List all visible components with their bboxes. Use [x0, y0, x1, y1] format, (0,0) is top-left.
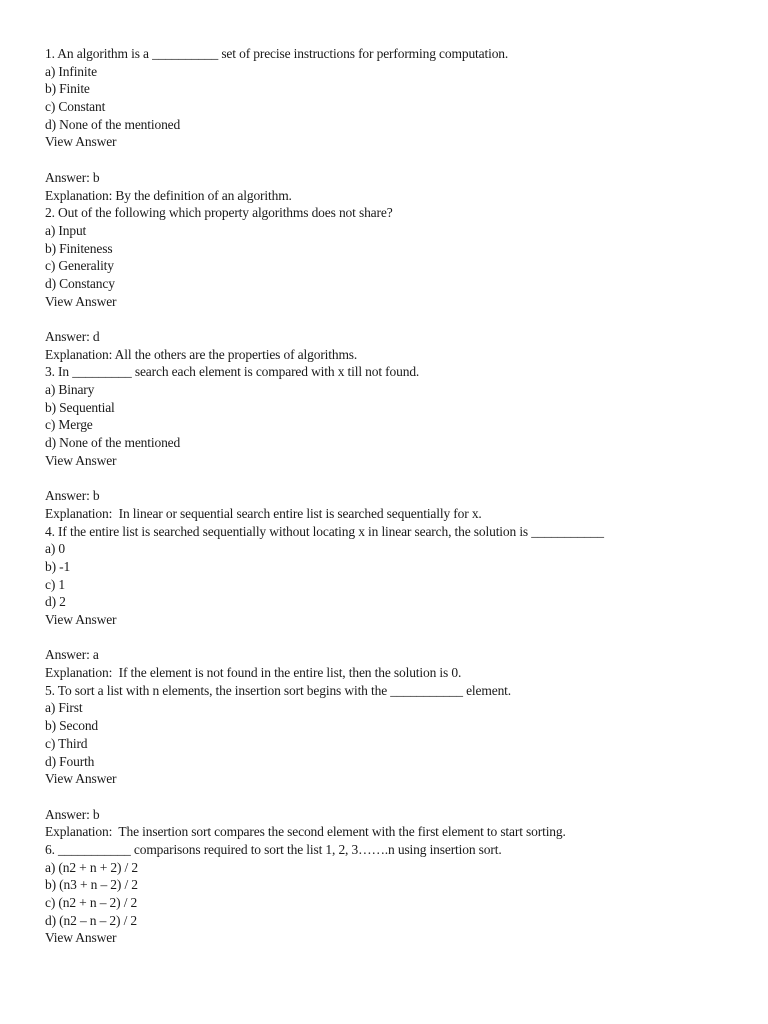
option: b) -1 [45, 558, 71, 574]
option: d) (n2 – n – 2) / 2 [45, 912, 138, 928]
option: a) First [45, 700, 83, 716]
view-answer-link[interactable]: View Answer [45, 134, 117, 150]
explanation-text: Explanation: In linear or sequential search entire list is searched sequentially for x. [45, 505, 482, 521]
option: c) (n2 + n – 2) / 2 [45, 895, 138, 910]
option: b) Finiteness [45, 240, 113, 256]
question-text: 2. Out of the following which property algorithms does not share? [45, 205, 393, 221]
option: d) None of the mentioned [45, 435, 181, 451]
spacer [45, 788, 745, 806]
quiz-document [45, 45, 745, 947]
option: d) Constancy [45, 275, 115, 291]
option: c) Merge [45, 417, 93, 433]
question-text: 4. If the entire list is searched sequentially without locating x in linear search, the solution is ___________ [45, 523, 604, 539]
view-answer-link[interactable]: View Answer [45, 612, 117, 627]
option: b) Second [45, 718, 99, 734]
view-answer-link[interactable]: View Answer [45, 771, 117, 787]
question-text: 1. An algorithm is a __________ set of precise instructions for performing computation. [45, 46, 509, 61]
option: d) None of the mentioned [45, 116, 181, 132]
option: c) Constant [45, 99, 106, 115]
option: c) Generality [45, 258, 114, 274]
option: a) (n2 + n + 2) / 2 [45, 859, 138, 875]
option: b) (n3 + n – 2) / 2 [45, 877, 138, 893]
explanation-text: Explanation: By the definition of an algorithm. [45, 187, 292, 203]
spacer [45, 629, 745, 647]
option: c) 1 [45, 576, 66, 592]
question-text: 6. ___________ comparisons required to sort the list 1, 2, 3…….n using insertion sort. [45, 841, 502, 857]
view-answer-link[interactable]: View Answer [45, 293, 117, 309]
option: d) Fourth [45, 753, 95, 769]
explanation-text: Explanation: If the element is not found in the entire list, then the solution is 0. [45, 665, 462, 681]
option: a) Binary [45, 382, 95, 398]
answer-text: Answer: a [45, 647, 99, 663]
option: a) Infinite [45, 63, 97, 79]
spacer [45, 151, 745, 169]
spacer [45, 470, 745, 488]
answer-text: Answer: b [45, 806, 100, 822]
question-text: 3. In _________ search each element is compared with x till not found. [45, 364, 420, 380]
option: a) Input [45, 222, 87, 238]
option: b) Sequential [45, 399, 115, 415]
explanation-text: Explanation: All the others are the properties of algorithms. [45, 346, 358, 362]
option: a) 0 [45, 541, 66, 557]
spacer [45, 310, 745, 328]
question-text: 5. To sort a list with n elements, the insertion sort begins with the ___________ element. [45, 682, 511, 698]
answer-text: Answer: b [45, 488, 100, 504]
option: b) Finite [45, 81, 90, 97]
view-answer-link[interactable]: View Answer [45, 930, 117, 946]
view-answer-link[interactable]: View Answer [45, 452, 117, 468]
option: d) 2 [45, 594, 66, 610]
option: c) Third [45, 735, 88, 751]
explanation-text: Explanation: The insertion sort compares the second element with the first element to start sorting. [45, 824, 566, 840]
answer-text: Answer: d [45, 329, 100, 344]
answer-text: Answer: b [45, 169, 100, 185]
